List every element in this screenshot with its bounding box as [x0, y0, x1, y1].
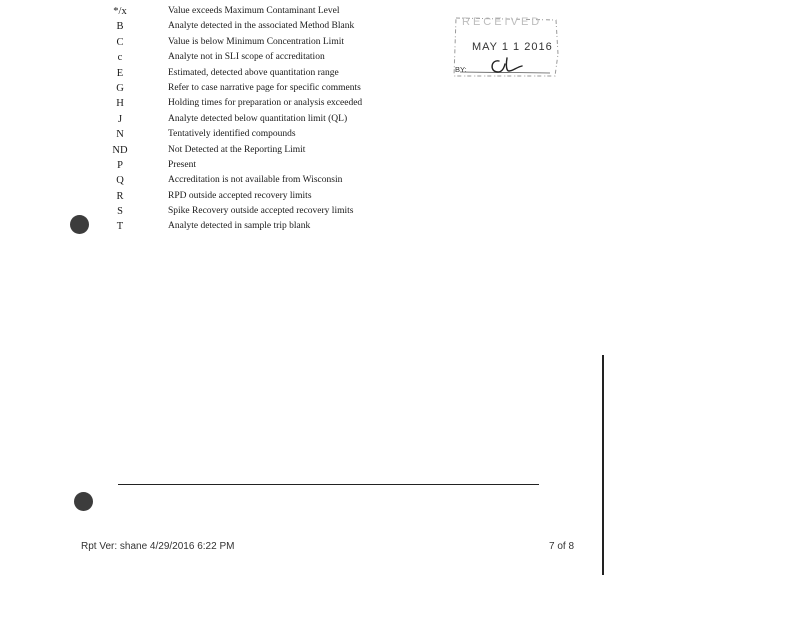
qualifier-code: S [117, 206, 123, 218]
qualifier-description: Analyte detected in sample trip blank [168, 221, 311, 232]
qualifier-code: c [117, 52, 123, 64]
qualifier-code: P [117, 159, 123, 171]
qualifier-code: ND [112, 144, 128, 156]
qualifier-description: Value exceeds Maximum Contaminant Level [168, 6, 340, 16]
qualifier-code: H [116, 98, 124, 110]
qualifier-code: G [116, 82, 124, 94]
qualifier-description: Spike Recovery outside accepted recovery limits [168, 206, 354, 217]
punch-hole-icon [74, 492, 93, 511]
qualifier-code: */x [113, 6, 127, 17]
stamp-title: RECEIVED [462, 16, 543, 28]
qualifier-description: Accreditation is not available from Wisconsin [168, 175, 343, 186]
qualifier-code: E [116, 67, 124, 79]
qualifier-code: N [116, 129, 124, 141]
report-version: Rpt Ver: shane 4/29/2016 6:22 PM [81, 541, 235, 552]
qualifier-code: J [117, 113, 123, 125]
qualifier-description: Holding times for preparation or analysis exceeded [168, 98, 363, 109]
page-edge-line [602, 355, 604, 575]
qualifier-description: Tentatively identified compounds [168, 129, 296, 140]
qualifier-code: R [116, 190, 124, 202]
qualifier-description: Present [168, 159, 196, 170]
qualifier-description: Refer to case narrative page for specific comments [168, 82, 361, 93]
qualifier-code: Q [116, 175, 124, 187]
qualifier-code: C [116, 36, 124, 48]
punch-hole-icon [70, 215, 89, 234]
footer-rule [118, 484, 539, 485]
qualifier-description: Analyte detected in the associated Method Blank [168, 21, 355, 32]
stamp-date: MAY 1 1 2016 [472, 41, 553, 53]
stamp-by-label: BY: [455, 65, 467, 74]
qualifier-code: B [116, 21, 124, 33]
qualifier-code: T [116, 221, 124, 233]
qualifier-description: Value is below Minimum Concentration Limit [168, 36, 344, 47]
qualifier-description: Analyte detected below quantitation limit (QL) [168, 113, 348, 124]
qualifier-description: Not Detected at the Reporting Limit [168, 144, 306, 155]
signature-initials-icon [486, 54, 526, 78]
page-number: 7 of 8 [549, 541, 575, 552]
qualifier-description: Estimated, detected above quantitation range [168, 67, 339, 78]
qualifier-description: RPD outside accepted recovery limits [168, 190, 312, 201]
qualifier-description: Analyte not in SLI scope of accreditation [168, 52, 325, 63]
received-stamp [452, 14, 560, 80]
